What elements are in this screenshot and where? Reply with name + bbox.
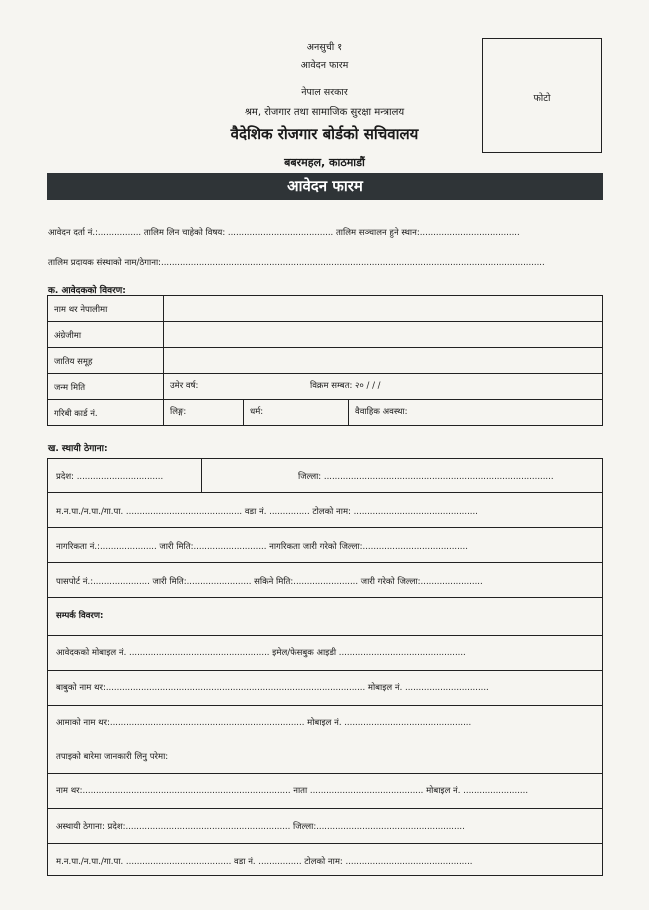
photo-label: फोटो	[533, 93, 551, 104]
passport-field[interactable]: पासपोर्ट नं.:..................... जारी मिति:........................ सकिने मिति:........................ जारी गरेको जिल्ला:.......................	[56, 577, 483, 587]
registration-line[interactable]: आवेदन दर्ता नं.:................ तालिम लिन चाहेको विषय: ....................................... तालिम सञ्चालन हुने स्थान:.....................................	[48, 228, 520, 238]
ethnic-group-label: जातिय समूह	[54, 357, 93, 367]
mobile-email-field[interactable]: आवेदकको मोबाइल नं. .................................................... इमेल/फेसबुक आइडी ...............................................	[56, 648, 466, 658]
office-address: बबरमहल, काठमाडौं	[284, 156, 365, 169]
temporary-municipality-field[interactable]: म.न.पा./न.पा./गा.पा. ....................................... वडा नं. ................ टोलको नाम: ...............................................	[56, 857, 473, 867]
address-details-table	[47, 458, 603, 876]
name-nepali-label: नाम थर नेपालीमा	[54, 305, 108, 315]
name-english-label: अंग्रेजीमा	[54, 331, 82, 341]
form-name: आवेदन फारम	[300, 60, 349, 71]
form-banner: आवेदन फारम	[47, 173, 603, 200]
photo-box[interactable]	[482, 38, 602, 153]
government-name: नेपाल सरकार	[301, 87, 348, 98]
ministry-name: श्रम, रोजगार तथा सामाजिक सुरक्षा मन्त्रालय	[244, 107, 405, 118]
religion-field[interactable]: धर्म:	[250, 407, 264, 417]
marital-status-field[interactable]: वैवाहिक अवस्था:	[355, 407, 408, 417]
board-name: वैदेशिक रोजगार बोर्डको सचिवालय	[230, 125, 419, 143]
citizenship-field[interactable]: नागरिकता नं.:..................... जारी मिति:........................... नागरिकता जारी गरेको जिल्ला:.......................................	[56, 542, 468, 552]
applicant-details-table	[47, 295, 603, 426]
district-field[interactable]: जिल्ला: .....................................................................................	[298, 472, 554, 482]
section-a-title: क. आवेदकको विवरण:	[48, 286, 126, 296]
province-field[interactable]: प्रदेश: ................................	[56, 472, 164, 482]
age-field[interactable]: उमेर वर्ष:	[170, 381, 199, 391]
poverty-card-label: गरिबी कार्ड नं.	[54, 409, 98, 419]
section-b-title: ख. स्थायी ठेगाना:	[48, 444, 108, 454]
birth-date-field[interactable]: विक्रम सम्बत: २० / / /	[310, 381, 381, 391]
training-provider-line[interactable]: तालिम प्रदायक संस्थाको नाम/ठेगाना:..............................................................................................................................................	[48, 258, 545, 268]
municipality-field[interactable]: म.न.पा./न.पा./गा.पा. ........................................... वडा नं. ............... टोलको नाम: ..............................................	[56, 507, 478, 517]
gender-field[interactable]: लिङ्ग:	[170, 407, 187, 417]
inform-title: तपाइको बारेमा जानकारी लिनु परेमा:	[56, 752, 169, 762]
inform-name-field[interactable]: नाम थर:............................................................................. नाता .......................................... मोबाइल नं. ........................	[56, 786, 529, 796]
contact-title: सम्पर्क विवरण:	[56, 611, 104, 621]
father-name-field[interactable]: बाबुको नाम थर:................................................................................................ मोबाइल नं. ...............................	[56, 683, 489, 693]
temporary-address-field[interactable]: अस्थायी ठेगाना: प्रदेश:............................................................. जिल्ला:.......................................................	[56, 822, 465, 832]
annex-label: अनसुची १	[306, 42, 343, 53]
birth-date-label: जन्म मिति	[54, 383, 86, 393]
mother-name-field[interactable]: आमाको नाम थर:........................................................................ मोबाइल नं. ...............................................	[56, 718, 472, 728]
